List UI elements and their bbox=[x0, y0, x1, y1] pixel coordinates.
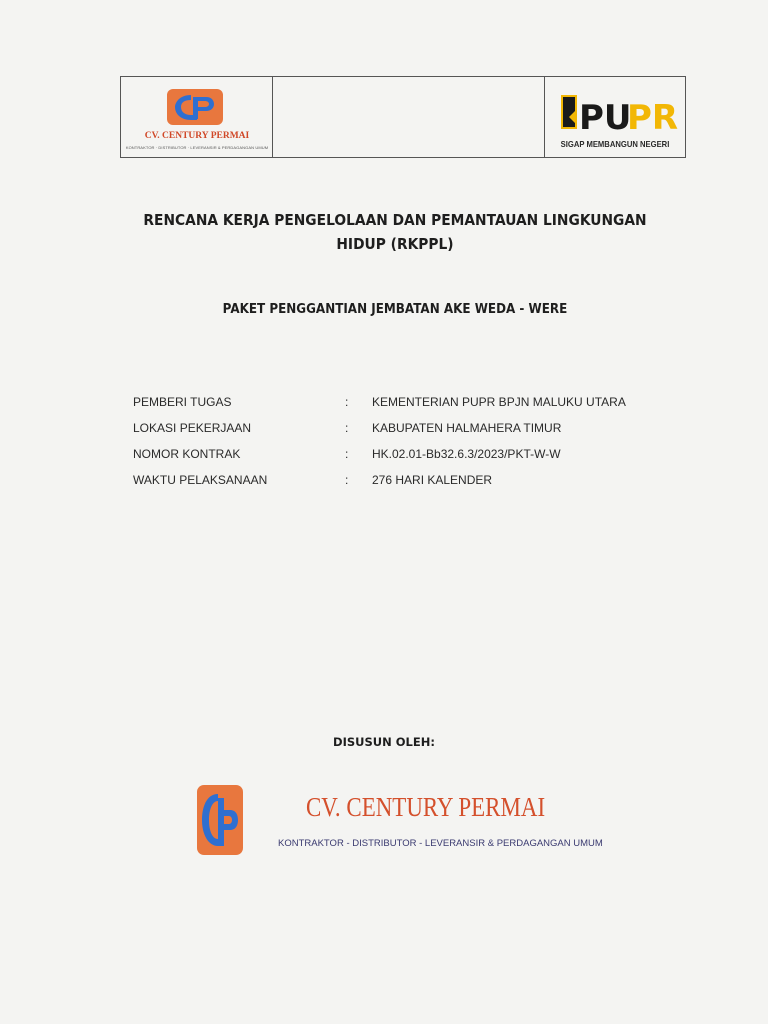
info-colon: : bbox=[345, 473, 349, 487]
pupr-logo-pr: PR bbox=[627, 98, 679, 138]
header-table bbox=[120, 76, 686, 158]
header-right-cell bbox=[545, 77, 685, 157]
info-value: 276 HARI KALENDER bbox=[372, 473, 493, 487]
header-middle-cell bbox=[273, 77, 545, 157]
info-label: PEMBERI TUGAS bbox=[133, 395, 232, 409]
info-colon: : bbox=[345, 421, 349, 435]
prepared-by-label: DISUSUN OLEH: bbox=[333, 735, 435, 749]
info-value: KEMENTERIAN PUPR BPJN MALUKU UTARA bbox=[372, 395, 626, 409]
document-subtitle: PAKET PENGGANTIAN JEMBATAN AKE WEDA - WERE bbox=[222, 302, 568, 317]
info-colon: : bbox=[345, 395, 349, 409]
info-label: WAKTU PELAKSANAAN bbox=[133, 473, 268, 487]
header-company-name: CV. CENTURY PERMAI bbox=[144, 131, 250, 141]
footer-company-tagline: KONTRAKTOR - DISTRIBUTOR - LEVERANSIR & PERDAGANGAN UMUM bbox=[278, 838, 603, 849]
title-line-2: HIDUP (RKPPL) bbox=[336, 235, 454, 253]
info-row-pemberi-tugas bbox=[0, 395, 768, 415]
document-title bbox=[133, 208, 657, 256]
info-label: NOMOR KONTRAK bbox=[133, 447, 241, 461]
pupr-logo-pu: PU bbox=[579, 98, 632, 138]
info-colon: : bbox=[345, 447, 349, 461]
info-row-nomor-kontrak bbox=[0, 447, 768, 467]
info-value: KABUPATEN HALMAHERA TIMUR bbox=[372, 421, 562, 435]
info-value: HK.02.01-Bb32.6.3/2023/PKT-W-W bbox=[372, 447, 561, 461]
info-label: LOKASI PEKERJAAN bbox=[133, 421, 252, 435]
footer-company-name: CV. CENTURY PERMAI bbox=[306, 792, 546, 822]
header-left-cell bbox=[121, 77, 273, 157]
pupr-tagline: SIGAP MEMBANGUN NEGERI bbox=[560, 139, 670, 149]
info-row-lokasi-pekerjaan bbox=[0, 421, 768, 441]
pupr-logo-icon bbox=[559, 91, 679, 138]
century-permai-large-logo-icon bbox=[196, 784, 244, 856]
century-permai-logo-icon bbox=[165, 87, 225, 127]
header-company-tagline: KONTRAKTOR · DISTRIBUTOR · LEVERANSIR & PERDAGANGAN UMUM bbox=[125, 145, 269, 150]
info-row-waktu-pelaksanaan bbox=[0, 473, 768, 493]
title-line-1: RENCANA KERJA PENGELOLAAN DAN PEMANTAUAN LINGKUNGAN bbox=[143, 211, 647, 229]
